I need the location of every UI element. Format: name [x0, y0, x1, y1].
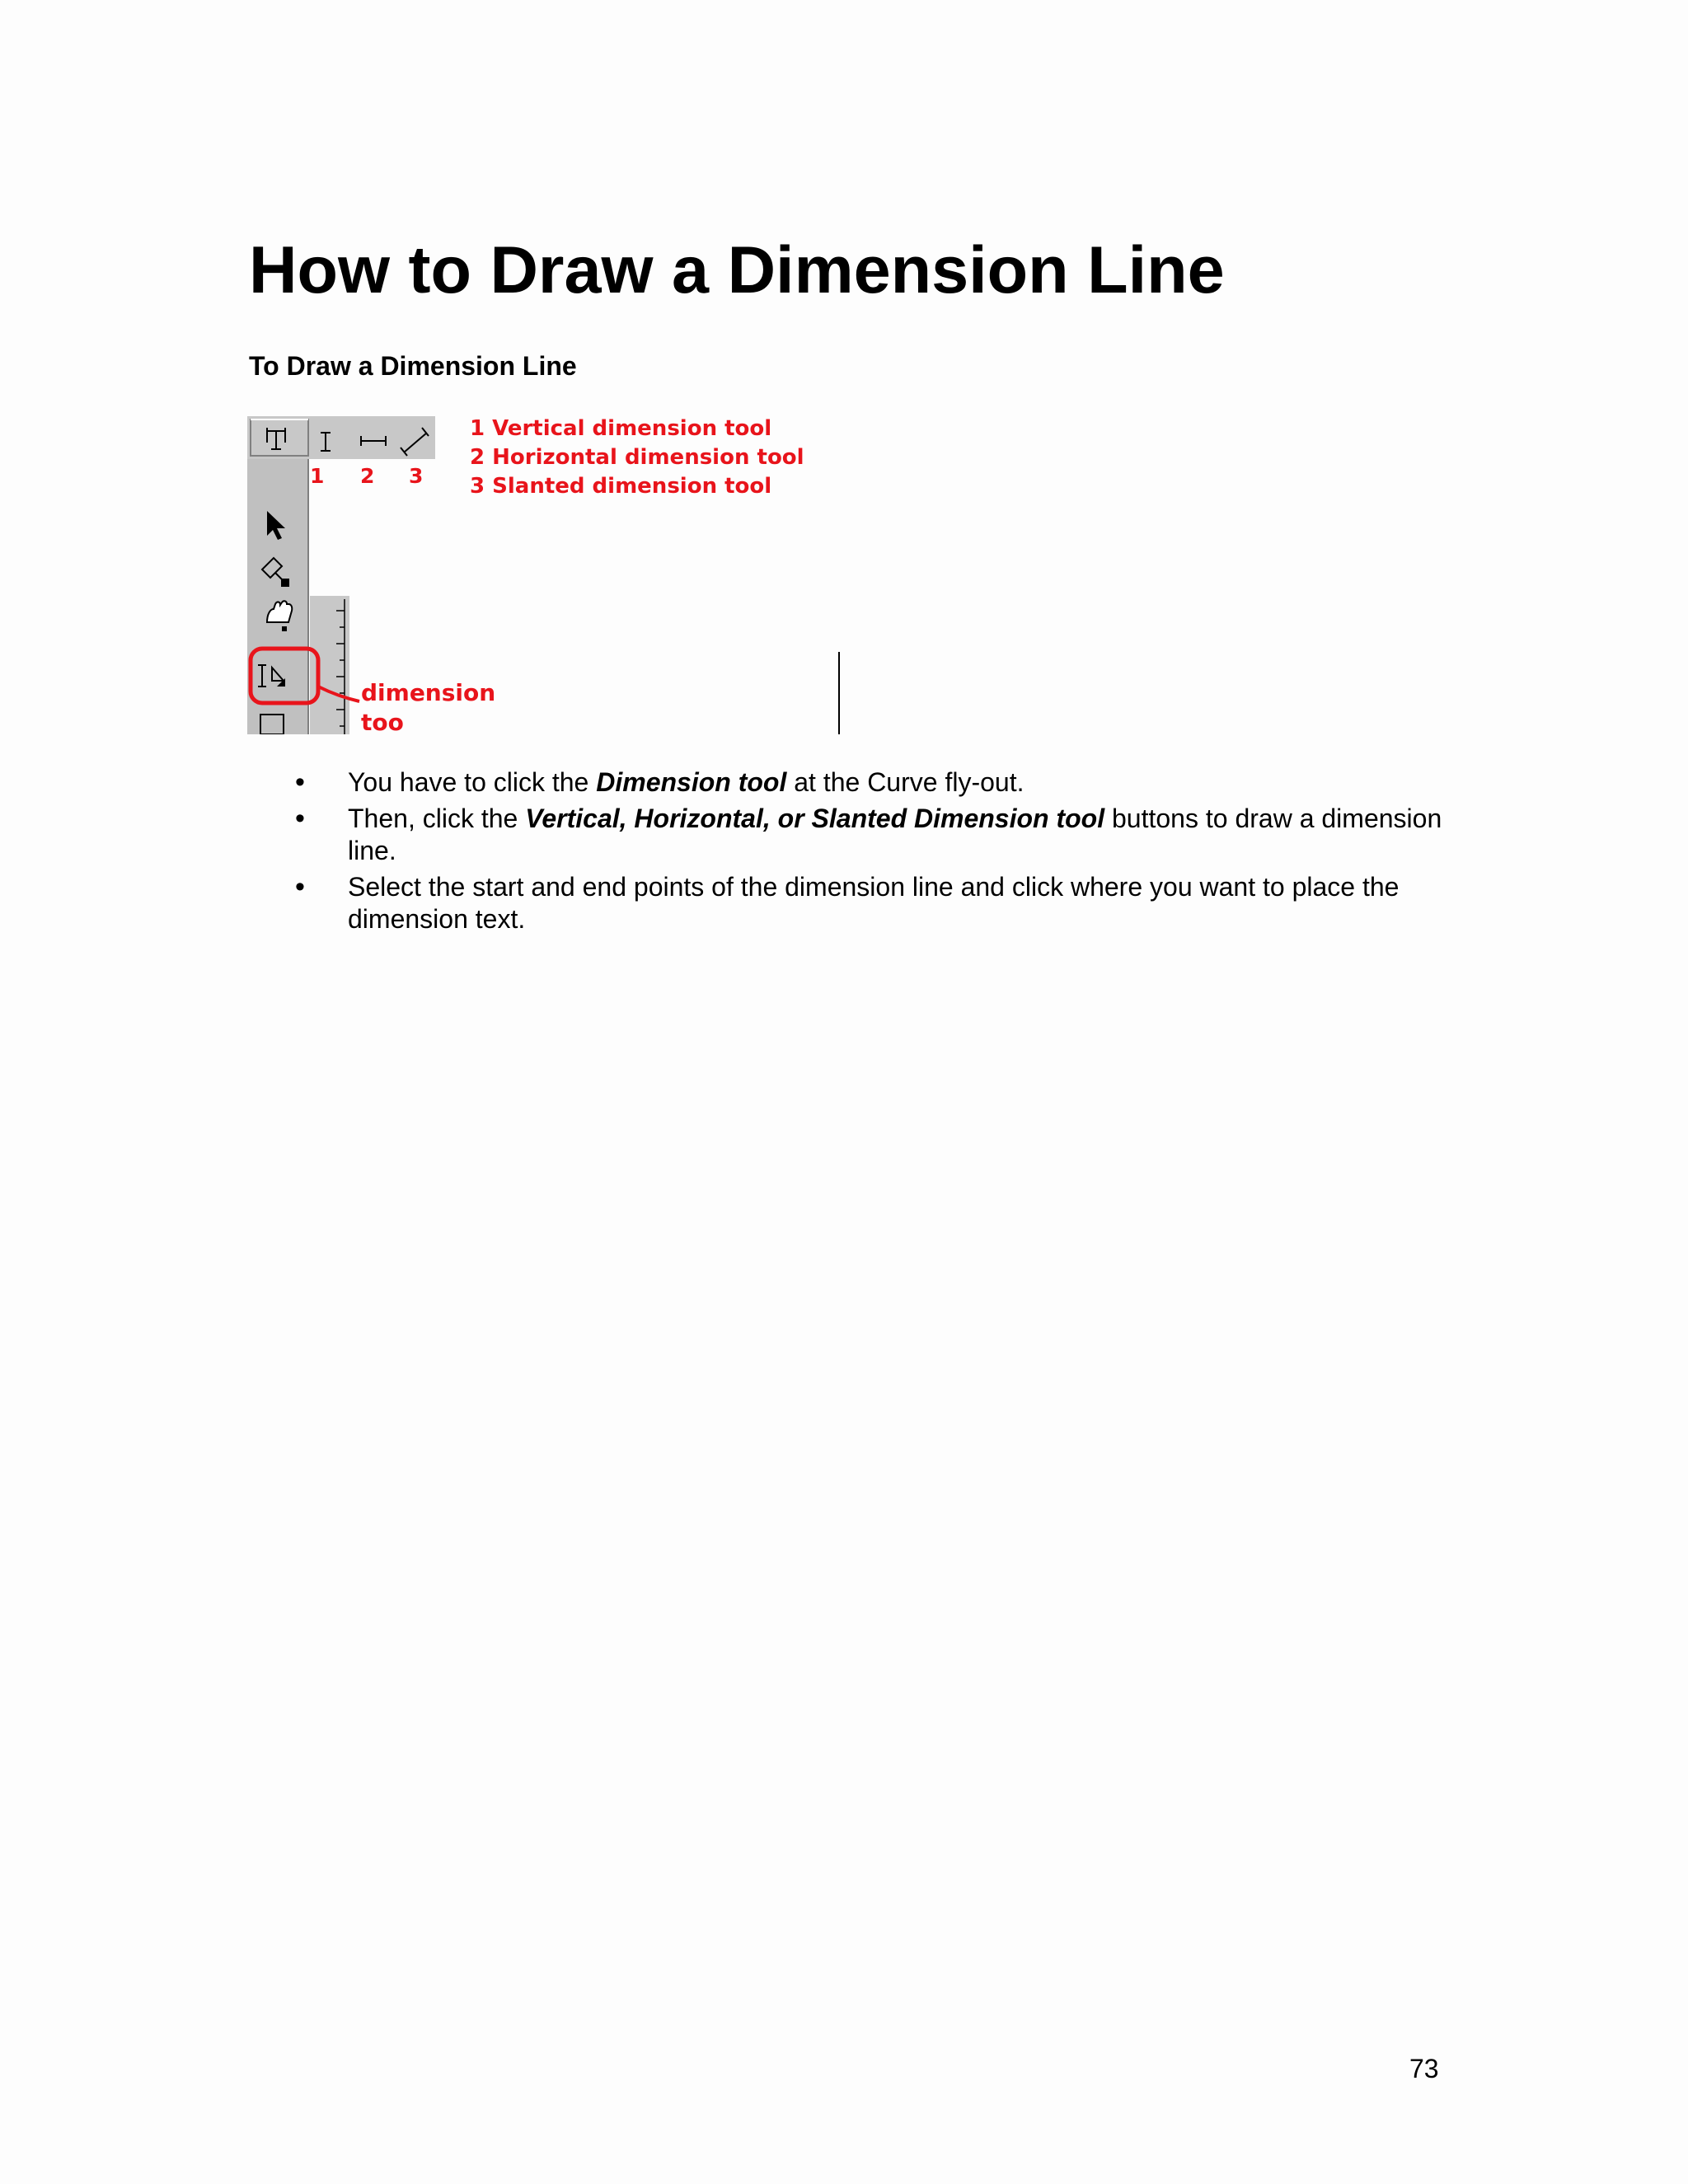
page-title: How to Draw a Dimension Line [249, 233, 1225, 307]
tool-number-3: 3 [409, 464, 424, 488]
legend-slanted: 3 Slanted dimension tool [470, 474, 772, 499]
toolbox-panel [247, 459, 308, 734]
legend-horizontal: 2 Horizontal dimension tool [470, 445, 804, 470]
callout-tool: too [361, 709, 404, 736]
bullet-dot: • [295, 871, 305, 902]
bullet-dot: • [295, 803, 305, 834]
legend-vertical: 1 Vertical dimension tool [470, 416, 772, 441]
list-item: • You have to click the Dimension tool at the Curve fly-out. [295, 766, 1025, 798]
list-item: • Then, click the Vertical, Horizontal, or Slanted Dimension tool buttons to draw a dimension line. [295, 803, 1442, 865]
emphasis-text: Vertical, Horizontal, or Slanted Dimension tool [525, 804, 1105, 833]
list-item: • Select the start and end points of the dimension line and click where you want to place the dimension text. [295, 871, 1400, 934]
bullet-dot: • [295, 766, 305, 798]
callout-dimension: dimension [361, 679, 496, 706]
ruler [310, 596, 349, 734]
tool-number-1: 1 [310, 464, 325, 488]
tool-number-2: 2 [360, 464, 375, 488]
emphasis-text: Dimension tool [596, 767, 787, 797]
section-heading: To Draw a Dimension Line [249, 351, 577, 381]
toolbar-screenshot-figure [247, 416, 841, 734]
page-number: 73 [1409, 2054, 1439, 2083]
instruction-list [249, 766, 1444, 940]
